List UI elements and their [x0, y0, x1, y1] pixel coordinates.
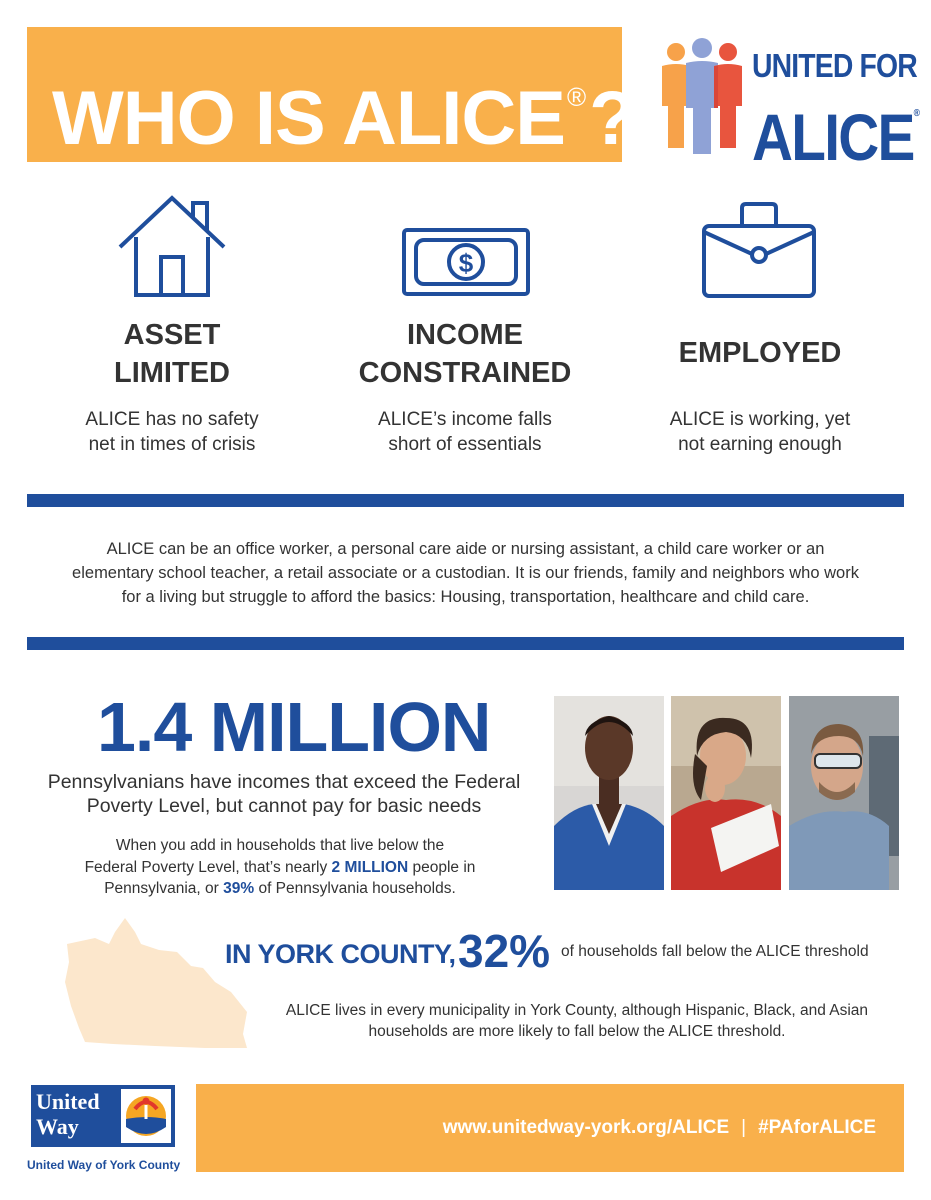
york-county-percent: 32% — [458, 925, 551, 977]
briefcase-icon — [702, 202, 816, 298]
asset-limited-heading: ASSET LIMITED — [114, 319, 230, 389]
house-icon — [117, 195, 227, 297]
united-for-alice-people-logo — [656, 36, 746, 156]
footer-links — [196, 1108, 904, 1148]
employed-heading: EMPLOYED — [678, 337, 842, 369]
logo-text-alice: ALICE® — [752, 100, 921, 174]
stat-detail: When you add in households that live below the Federal Poverty Level, that’s nearly 2 MILLION people in Pennsylvania, or 39% of Pennsylvania households. — [84, 837, 476, 897]
intro-paragraph: ALICE can be an office worker, a personal care aide or nursing assistant, a child care worker or an elementary school teacher, a retail associate or a custodian. It is our friends, family and neighbors who work for a living but struggle to afford the basics: Housing, transportation, healthcare and child care. — [72, 540, 859, 606]
united-way-logo-text-united: United — [36, 1089, 100, 1114]
footer-separator: | — [741, 1117, 747, 1138]
logo-text-united-for: UNITED FOR — [752, 47, 917, 84]
income-constrained-heading: INCOME CONSTRAINED — [358, 319, 572, 389]
pennsylvania-map-shape — [55, 910, 255, 1050]
stat-description: Pennsylvanians have incomes that exceed the Federal Poverty Level, but cannot pay for basic needs — [47, 771, 521, 817]
united-way-caption: United Way of York County — [27, 1158, 181, 1172]
question-mark: ? — [589, 76, 635, 161]
svg-text:®: ® — [171, 1141, 175, 1147]
footer-hashtag[interactable]: #PAforALICE — [758, 1117, 876, 1138]
united-way-logo-text-way: Way — [36, 1114, 79, 1139]
income-constrained-description: ALICE’s income falls short of essentials — [378, 409, 552, 455]
divider-top — [27, 494, 904, 507]
stat-headline: 1.4 MILLION — [97, 688, 491, 766]
asset-limited-description: ALICE has no safety net in times of crisis — [85, 409, 259, 455]
photo-worker-scrubs — [554, 696, 664, 890]
employed-description: ALICE is working, yet not earning enough — [669, 409, 851, 455]
footer-url[interactable]: www.unitedway-york.org/ALICE — [442, 1117, 730, 1138]
york-county-detail: ALICE lives in every municipality in York County, although Hispanic, Black, and Asian households are more likely to fall below the ALICE threshold. — [285, 1002, 869, 1040]
york-county-threshold-text: of households fall below the ALICE threshold — [561, 943, 869, 960]
photo-man-safety-glasses — [789, 696, 899, 890]
svg-text:$: $ — [458, 248, 474, 278]
page-title: WHO IS ALICE®? — [52, 76, 635, 161]
photo-woman-reading-bill — [671, 696, 781, 890]
divider-bottom — [27, 637, 904, 650]
registered-mark: ® — [566, 82, 586, 112]
dollar-bill-icon — [402, 228, 530, 296]
york-county-label: IN YORK COUNTY, — [225, 939, 456, 969]
